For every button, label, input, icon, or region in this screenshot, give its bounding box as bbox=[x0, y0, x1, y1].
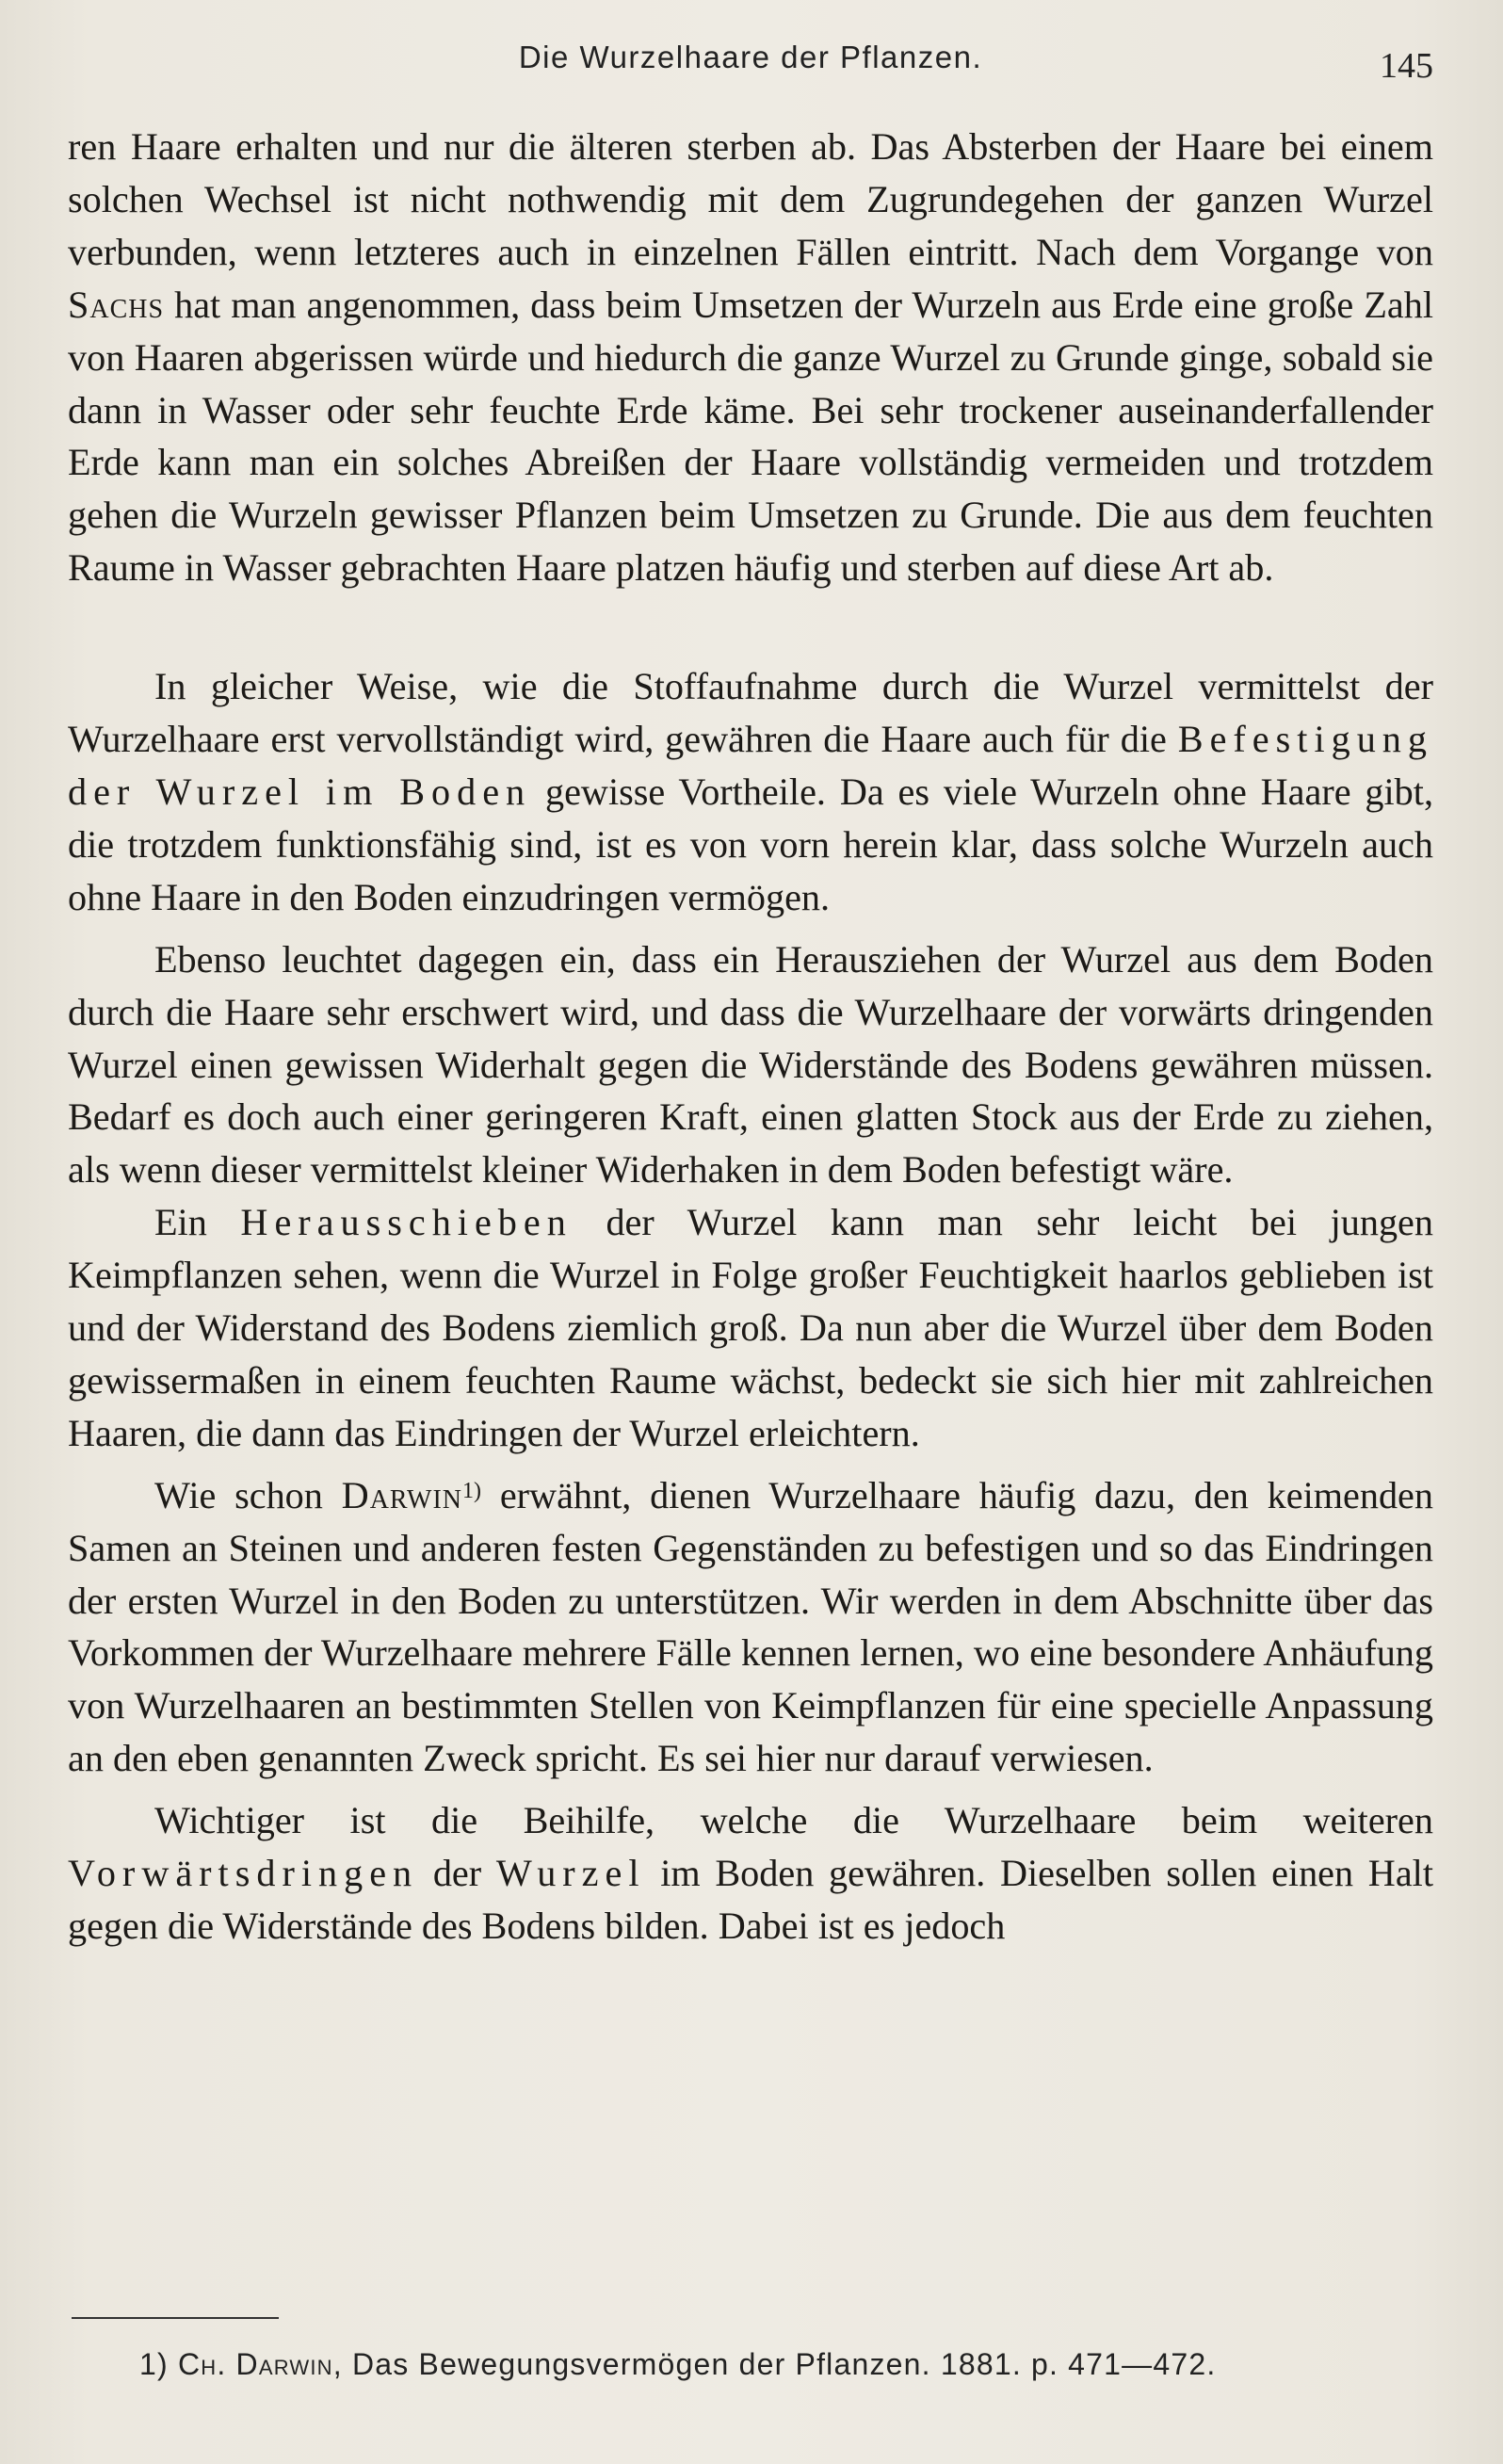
body-text bbox=[68, 121, 1433, 1953]
footnote-divider bbox=[72, 2317, 279, 2319]
running-title: Die Wurzelhaare der Pflanzen. bbox=[518, 40, 983, 74]
paragraph-1-text: ren Haare erhalten und nur die älteren sterben ab. Das Absterben der Haare bei einem solchen Wechsel ist nicht nothwendig mit dem Zugrundegehen der ganzen Wurzel verbunden, wenn letzteres auch in einzelnen Fällen eintritt. Nach dem Vorgange von bbox=[68, 125, 1433, 273]
emphasis-wurzel: Wurzel bbox=[495, 1852, 646, 1895]
footnote-text: Das Bewegungsvermögen der Pflanzen. 1881. p. 471—472. bbox=[342, 2347, 1217, 2381]
page-header bbox=[68, 36, 1433, 92]
paragraph-6-text-after: im Boden gewähren. Dieselben sollen einen Halt gegen die Widerstände des Bodens bilden. Dabei ist es jedoch bbox=[68, 1852, 1433, 1947]
emphasis-vorwaertsdringen: Vorwärtsdringen bbox=[68, 1852, 419, 1895]
paragraph-1 bbox=[68, 121, 1433, 594]
paragraph-4-text-after: der Wurzel kann man sehr leicht bei jungen Keimpflanzen sehen, wenn die Wurzel in Folge großer Feuchtigkeit haarlos geblieben ist und der Widerstand des Bodens ziemlich groß. Da nun aber die Wurzel über dem Boden gewissermaßen in einem feuchten Raume wächst, bedeckt sie sich hier mit zahlreichen Haaren, die dann das Eindringen der Wurzel erleichtern. bbox=[68, 1201, 1433, 1454]
paragraph-6 bbox=[68, 1794, 1433, 1953]
footnote-reference: 1) bbox=[462, 1478, 482, 1503]
paragraph-2 bbox=[68, 660, 1433, 924]
footnote bbox=[139, 2347, 1439, 2382]
paragraph-5-text-after: erwähnt, dienen Wurzelhaare häufig dazu, den keimenden Samen an Steinen und anderen festen Gegenständen zu befestigen und so das Eindringen der ersten Wurzel in den Boden zu unterstützen. Wir werden in dem Abschnitte über das Vorkommen der Wurzelhaare mehrere Fälle kennen lernen, wo eine besondere Anhäufung von Wurzelhaaren an bestimmten Stellen von Keimpflanzen für eine specielle Anpassung an den eben genannten Zweck spricht. Es sei hier nur darauf verwiesen. bbox=[68, 1473, 1433, 1780]
paragraph-2-text-before: In gleicher Weise, wie die Stoffaufnahme durch die Wurzel vermittelst der Wurzelhaare erst vervollständigt wird, gewähren die Haare auch für die bbox=[68, 665, 1433, 761]
paragraph-5-text-before: Wie schon bbox=[154, 1473, 342, 1516]
paragraph-3-text: Ebenso leuchtet dagegen ein, dass ein Herausziehen der Wurzel aus dem Boden durch die Haare sehr erschwert wird, und dass die Wurzelhaare der vorwärts dringenden Wurzel einen gewissen Widerhalt gegen die Widerstände des Bodens gewähren müssen. Bedarf es doch auch einer geringeren Kraft, einen glatten Stock aus der Erde zu ziehen, als wenn dieser vermittelst kleiner Widerhaken in dem Boden befestigt wäre. bbox=[68, 937, 1433, 1191]
author-darwin: Darwin bbox=[341, 1473, 463, 1516]
emphasis-herausschieben: Herausschieben bbox=[240, 1201, 573, 1244]
paragraph-6-text-middle: der bbox=[418, 1852, 496, 1895]
author-sachs: Sachs bbox=[68, 283, 165, 326]
emphasis-befestigung: Befestigung der Wurzel im Boden bbox=[68, 718, 1433, 813]
paragraph-1-text-after: hat man angenommen, dass beim Umsetzen der Wurzeln aus Erde eine große Zahl von Haaren abgerissen würde und hiedurch die ganze Wurzel zu Grunde ginge, sobald sie dann in Wasser oder sehr feuchte Erde käme. Bei sehr trockener auseinanderfallender Erde kann man ein solches Abreißen der Haare vollständig vermeiden und trotzdem gehen die Wurzeln gewisser Pflanzen beim Umsetzen zu Grunde. Die aus dem feuchten Raume in Wasser gebrachten Haare platzen häufig und sterben auf diese Art ab. bbox=[68, 283, 1433, 590]
paragraph-6-text-before: Wichtiger ist die Beihilfe, welche die Wurzelhaare beim weiteren bbox=[154, 1799, 1433, 1842]
paragraph-2-text-after: gewisse Vortheile. Da es viele Wurzeln ohne Haare gibt, die trotzdem funktionsfähig sind, ist es von vorn herein klar, dass solche Wurzeln auch ohne Haare in den Boden einzudringen vermögen. bbox=[68, 770, 1433, 918]
page-number: 145 bbox=[1380, 46, 1433, 86]
paragraph-5 bbox=[68, 1469, 1433, 1785]
paragraph-3 bbox=[68, 933, 1433, 1197]
paragraph-4 bbox=[68, 1196, 1433, 1460]
footnote-mark: 1) bbox=[139, 2347, 169, 2381]
footnote-author: Ch. Darwin, bbox=[177, 2347, 343, 2381]
paragraph-4-text-before: Ein bbox=[154, 1201, 241, 1244]
